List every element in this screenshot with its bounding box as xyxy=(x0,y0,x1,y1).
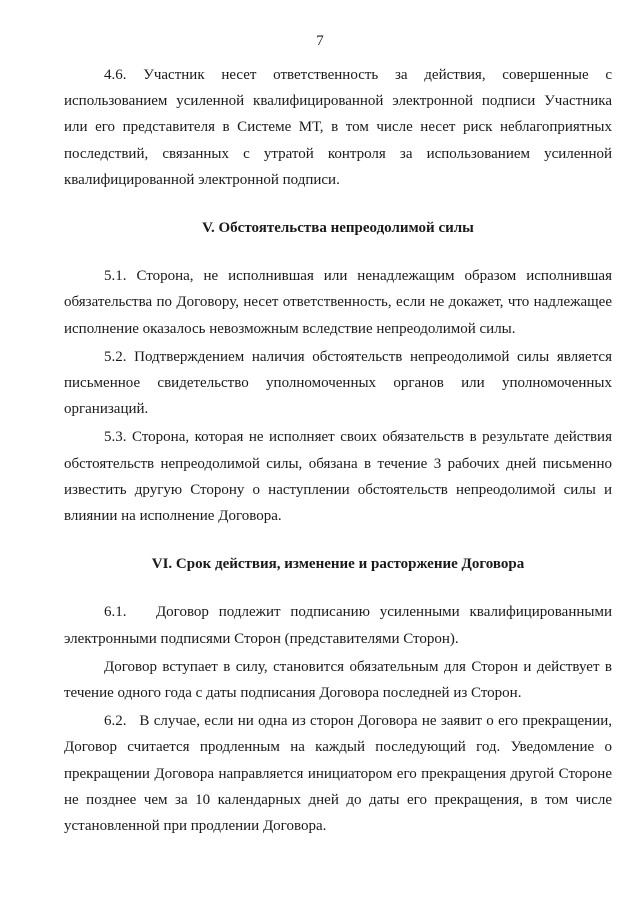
page-number: 7 xyxy=(316,33,324,49)
paragraph-5-2: 5.2. Подтверждением наличия обстоятельств непреодолимой силы является письменное свидетельство уполномоченных органов или уполномоченных организаций. xyxy=(64,348,612,418)
paragraph-6-1: 6.1. Договор подлежит подписанию усиленными квалифицированными электронными подписями Сторон (представителями Сторон). xyxy=(64,604,616,647)
paragraph-5-1: 5.1. Сторона, не исполнившая или ненадлежащим образом исполнившая обязательства по Договору, несет ответственность, если не докажет, что надлежащее исполнение оказалось невозможным вследствие непреодолимой силы. xyxy=(64,268,612,337)
paragraph-6-2: 6.2. В случае, если ни одна из сторон Договора не заявит о его прекращении, Договор считается продленным на каждый последующий год. Уведомление о прекращении Договора направляется инициатором его прекращения другой Стороне не позднее чем за 10 календарных дней до даты его прекращения, в том числе установленной при продлении Договора. xyxy=(64,713,616,835)
document-body xyxy=(64,62,616,839)
section-6-heading: VI. Срок действия, изменение и расторжение Договора xyxy=(151,556,525,573)
section-5-heading: V. Обстоятельства непреодолимой силы xyxy=(202,220,474,237)
paragraph-4-6: 4.6. Участник несет ответственность за действия, совершенные с использованием усиленной квалифицированной электронной подписи Участника или его представителя в Системе МТ, в том числе несет риск неблагоприятных последствий, связанных с утратой контроля за использованием усиленной квалифицированной электронной подписи. xyxy=(64,67,612,188)
paragraph-6-1-continued: Договор вступает в силу, становится обязательным для Сторон и действует в течение одного года с даты подписания Договора последней из Сторон. xyxy=(64,658,612,702)
paragraph-5-3: 5.3. Сторона, которая не исполняет своих обязательств в результате действия обстоятельств непреодолимой силы, обязана в течение 3 рабочих дней письменно известить другую Сторону о наступлении обстоятельств непреодолимой силы и влиянии на исполнение Договора. xyxy=(64,429,612,525)
